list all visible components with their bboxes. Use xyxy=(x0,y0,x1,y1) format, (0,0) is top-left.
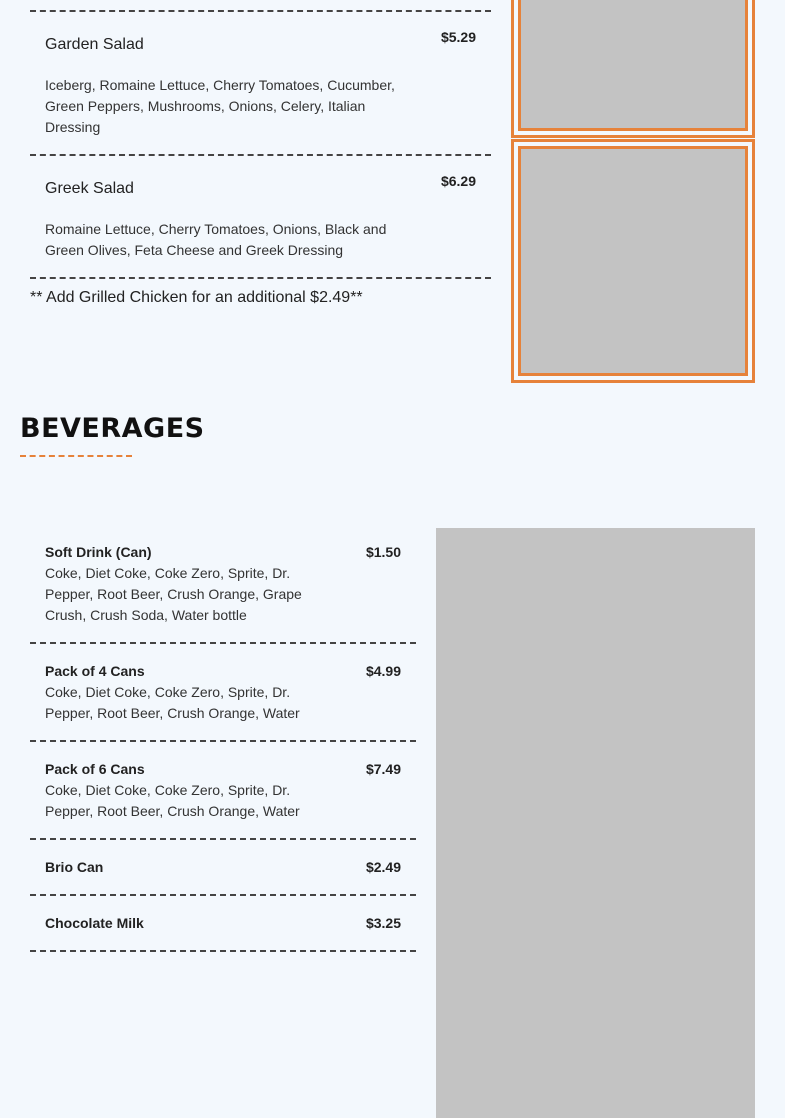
item-price: $4.99 xyxy=(365,663,401,679)
menu-item-pack-of-4 xyxy=(30,661,416,740)
image-placeholder xyxy=(518,0,748,131)
section-title-beverages: BEVERAGES xyxy=(20,413,205,444)
divider xyxy=(30,950,416,952)
item-description: Romaine Lettuce, Cherry Tomatoes, Onions, Black and Green Olives, Feta Cheese and Greek Dressing xyxy=(45,221,387,258)
beverage-image-placeholder xyxy=(436,528,755,1118)
menu-item-pack-of-6 xyxy=(30,759,416,838)
item-name: Pack of 4 Cans xyxy=(45,663,145,679)
image-placeholder xyxy=(518,146,748,376)
item-name: Chocolate Milk xyxy=(45,915,144,931)
item-price: $6.29 xyxy=(440,173,476,189)
item-price: $2.49 xyxy=(365,859,401,875)
item-description: Coke, Diet Coke, Coke Zero, Sprite, Dr. Pepper, Root Beer, Crush Orange, Water xyxy=(45,684,300,721)
menu-item-garden-salad xyxy=(30,12,491,154)
item-price: $3.25 xyxy=(365,915,401,931)
beverage-list xyxy=(30,542,416,952)
menu-item-brio-can xyxy=(30,857,416,894)
item-name: Brio Can xyxy=(45,859,104,875)
divider xyxy=(30,277,491,279)
item-description: Coke, Diet Coke, Coke Zero, Sprite, Dr. Pepper, Root Beer, Crush Orange, Water xyxy=(45,782,300,819)
title-underline xyxy=(20,455,132,457)
item-name: Soft Drink (Can) xyxy=(45,544,152,560)
salad-list xyxy=(30,0,491,279)
menu-item-chocolate-milk xyxy=(30,913,416,950)
item-price: $7.49 xyxy=(365,761,401,777)
salad-image-frame-top xyxy=(511,0,755,138)
item-name: Pack of 6 Cans xyxy=(45,761,145,777)
item-description: Iceberg, Romaine Lettuce, Cherry Tomatoes, Cucumber, Green Peppers, Mushrooms, Onions, Celery, Italian Dressing xyxy=(45,77,395,135)
divider xyxy=(30,838,416,840)
divider xyxy=(30,642,416,644)
menu-item-greek-salad xyxy=(30,156,491,277)
item-name: Greek Salad xyxy=(45,180,134,197)
menu-item-soft-drink xyxy=(30,542,416,642)
item-price: $5.29 xyxy=(440,29,476,45)
item-price: $1.50 xyxy=(365,544,401,560)
addon-note: ** Add Grilled Chicken for an additional $2.49** xyxy=(30,289,363,306)
salad-image-frame-bottom xyxy=(511,139,755,383)
item-description: Coke, Diet Coke, Coke Zero, Sprite, Dr. Pepper, Root Beer, Crush Orange, Grape Crush, Crush Soda, Water bottle xyxy=(45,565,302,623)
divider xyxy=(30,740,416,742)
divider xyxy=(30,894,416,896)
item-name: Garden Salad xyxy=(45,36,144,53)
